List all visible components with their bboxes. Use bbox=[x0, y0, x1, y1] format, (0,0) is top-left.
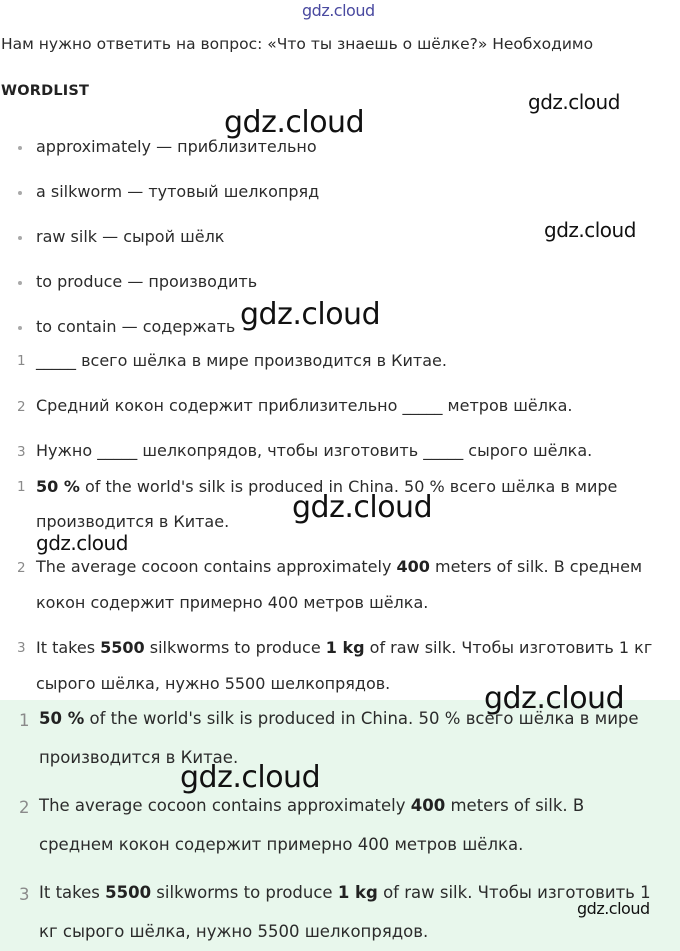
watermark: gdz.cloud bbox=[528, 90, 620, 114]
watermark: gdz.cloud bbox=[224, 105, 365, 140]
answer-value: 400 bbox=[396, 557, 430, 576]
answer-number: 3 bbox=[19, 885, 30, 904]
answer-value: 5500 bbox=[100, 638, 145, 657]
answer-line bbox=[36, 557, 642, 576]
answer-text: meters of silk. В среднем bbox=[429, 557, 643, 576]
bullet-icon bbox=[18, 191, 22, 195]
answer-text: of the world's silk is produced in China. 50 % всего шёлка в мире bbox=[79, 477, 618, 496]
answer-number: 2 bbox=[19, 798, 30, 817]
task-text: Нужно _____ шелкопрядов, чтобы изготовить _____ сырого шёлка. bbox=[36, 441, 593, 460]
answer-text: It takes bbox=[36, 638, 101, 657]
wordlist-item-text: raw silk — сырой шёлк bbox=[36, 227, 225, 246]
watermark: gdz.cloud bbox=[484, 681, 625, 716]
answer-line: производится в Китае. bbox=[39, 748, 239, 767]
watermark-top: gdz.cloud bbox=[302, 1, 375, 20]
answer-line: сырого шёлка, нужно 5500 шелкопрядов. bbox=[36, 674, 391, 693]
answer-line: производится в Китае. bbox=[36, 512, 230, 531]
answer-value: 1 kg bbox=[325, 638, 365, 657]
task-number: 3 bbox=[17, 444, 26, 460]
bullet-icon bbox=[18, 236, 22, 240]
answer-line bbox=[39, 796, 584, 815]
watermark: gdz.cloud bbox=[180, 760, 321, 795]
answer-number: 1 bbox=[17, 479, 26, 495]
wordlist-item-text: approximately — приблизительно bbox=[36, 137, 317, 156]
intro-text: Нам нужно ответить на вопрос: «Что ты знаешь о шёлке?» Необходимо bbox=[1, 35, 594, 53]
answer-text: meters of silk. В bbox=[445, 796, 585, 815]
watermark: gdz.cloud bbox=[36, 531, 128, 555]
bullet-icon bbox=[18, 326, 22, 330]
answer-value: 1 kg bbox=[337, 883, 378, 902]
answer-text: of raw silk. Чтобы изготовить 1 bbox=[377, 883, 651, 902]
answer-text: It takes bbox=[39, 883, 106, 902]
answer-line bbox=[39, 883, 651, 902]
answer-value: 400 bbox=[410, 796, 446, 815]
answer-line: среднем кокон содержит примерно 400 метров шёлка. bbox=[39, 835, 524, 854]
answer-text: of the world's silk is produced in China. 50 % всего шёлка в мире bbox=[84, 709, 639, 728]
answer-value: 50 % bbox=[39, 709, 85, 728]
watermark: gdz.cloud bbox=[577, 899, 650, 918]
task-text: _____ всего шёлка в мире производится в Китае. bbox=[36, 351, 447, 370]
bullet-icon bbox=[18, 281, 22, 285]
answer-text: of raw silk. Чтобы изготовить 1 кг bbox=[364, 638, 653, 657]
wordlist-item-text: a silkworm — тутовый шелкопряд bbox=[36, 182, 320, 201]
wordlist-item-text: to produce — производить bbox=[36, 272, 258, 291]
task-number: 2 bbox=[17, 399, 26, 415]
answer-line: кг сырого шёлка, нужно 5500 шелкопрядов. bbox=[39, 922, 429, 941]
task-number: 1 bbox=[17, 353, 26, 369]
answer-line: кокон содержит примерно 400 метров шёлка. bbox=[36, 593, 429, 612]
answer-value: 5500 bbox=[105, 883, 152, 902]
watermark: gdz.cloud bbox=[292, 490, 433, 525]
answer-line bbox=[36, 638, 652, 657]
wordlist-title: WORDLIST bbox=[1, 83, 90, 99]
answer-number: 3 bbox=[17, 640, 26, 656]
answer-number: 1 bbox=[19, 711, 30, 730]
answer-text: The average cocoon contains approximately bbox=[36, 557, 397, 576]
answer-value: 50 % bbox=[36, 477, 80, 496]
watermark: gdz.cloud bbox=[240, 297, 381, 332]
answer-text: silkworms to produce bbox=[151, 883, 338, 902]
answer-text: The average cocoon contains approximately bbox=[39, 796, 411, 815]
bullet-icon bbox=[18, 146, 22, 150]
answer-text: silkworms to produce bbox=[144, 638, 326, 657]
wordlist-item-text: to contain — содержать bbox=[36, 317, 236, 336]
answer-number: 2 bbox=[17, 560, 26, 576]
watermark: gdz.cloud bbox=[544, 218, 636, 242]
task-text: Средний кокон содержит приблизительно _____ метров шёлка. bbox=[36, 396, 573, 415]
